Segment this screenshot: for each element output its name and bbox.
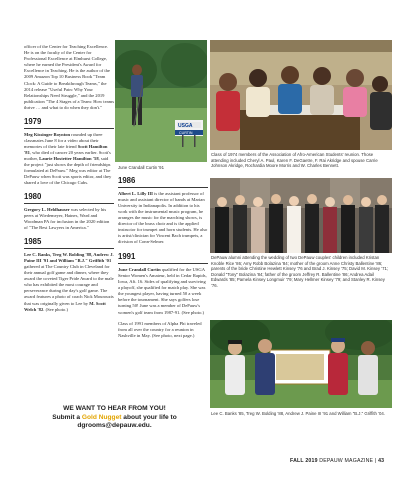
note-1985-text: gathered at The Country Club in Cleveland for their annual golf game and dinner, where they award the coveted Tiger Pride Award to the male who has exhibited the most courage and perseverance during the day's golf game. The award features a photo of coach Nick Mourouzis that was originally given to Lee by bbox=[24, 263, 114, 306]
name-meg-kissinger: Meg Kissinger Boynton bbox=[24, 131, 71, 137]
footer-season: FALL 2019 bbox=[290, 458, 318, 464]
page-number: 43 bbox=[378, 458, 385, 464]
dinner-group-illustration bbox=[210, 40, 392, 150]
reunion-caption: Class of 1974 members of the Association of Afro-American Students' reunion. Those attending included Cheryl A. Paul, Karen F. DeGaetre, F. Rai Akridge and spouse Carrie Johnson Akridge, Rochardia Moore Morris and W. Charles Bennett. bbox=[211, 152, 378, 169]
name-scott-welch: M. Scott Welch '82 bbox=[24, 300, 106, 312]
golf-group-photo bbox=[210, 320, 392, 408]
cta-submit-line bbox=[22, 414, 207, 431]
wedding-group-illustration bbox=[210, 178, 392, 253]
golf-group-illustration bbox=[210, 320, 392, 408]
cta-email-link[interactable]: about your life to dgrooms@depauw.edu. bbox=[77, 413, 177, 430]
note-1980-text: was selected by his peers at Wiedemeyer, Haines, Ward and Woodman PA for inclusion in the 2020 edition of "The Best Lawyers in America." bbox=[24, 206, 110, 231]
name-gregory-heldhauser: Gregory L. Heldhauser bbox=[24, 206, 70, 212]
golf-course-illustration bbox=[115, 40, 207, 162]
name-albert-lilly: Albert L. Lilly III bbox=[118, 190, 153, 196]
intro-paragraph: officer of the Center for Teaching Excellence. He is on the faculty of the Center for Professional Excellence at Elmhurst College, where he earned the President's Award for Excellence in Teaching. He is the author of the 2009 Amazon Top 10 Business Book "Team Clock: A Guide to Breakthrough Teams," the 2014 release "Useful Pain: Why Your Relationships Need Struggle," and the 2019 publication "The 4 Stages of a Team: How teams thrive … and what to do when they don't." bbox=[24, 44, 115, 110]
middle-column bbox=[118, 176, 208, 339]
submit-gold-nugget-callout bbox=[22, 405, 207, 431]
note-1979-text-b: , who died of cancer 20 years earlier. Scott's mother, bbox=[24, 149, 111, 161]
note-1979-text-a: rounded up three classmates June 8 for a video about their memories of their late friend bbox=[24, 131, 103, 149]
note-1979 bbox=[24, 132, 114, 187]
names-golf-group: Lee C. Banks, Treg W. Bolding '88, Andrew J. Paine III '91 and William "B.J." Griffith '01 bbox=[24, 251, 114, 263]
wedding-photo bbox=[210, 178, 392, 253]
reunion-photo-1974 bbox=[210, 40, 392, 150]
name-june-curtin: June Crandall Curtin bbox=[118, 266, 161, 272]
note-1986-text: is the assistant professor of music and assistant director of bands at Marian University in Indianapolis. In addition to his work with the instrumental music program, he arranges the music for the marching shows, is director of the brass choir and is the applied instructor for trumpet and horn students. He also is artist/clinician for Vincent Bach trumpets, a division of Conn-Selmer. bbox=[118, 190, 208, 245]
note-1991-alpha-phi: Class of 1991 members of Alpha Phi traveled from all over the country for a reunion in Nashville in May. (See photo, next page.) bbox=[118, 320, 202, 338]
cta-submit-prefix: Submit a bbox=[52, 413, 82, 421]
footer-separator: | bbox=[373, 458, 379, 464]
golf-photo-caption: June Crandall Curtin '91 bbox=[118, 165, 164, 170]
golf-group-caption: Lee C. Banks '85, Treg W. Bolding '88, Andrew J. Paine III '91 and William "B.J." Griffith '04. bbox=[211, 411, 385, 416]
page-footer bbox=[290, 458, 384, 464]
usga-sign-text: USGA bbox=[178, 123, 193, 129]
note-1991-text: qualified for the USGA Senior Women's Amateur, held in Cedar Rapids, Iowa, Aft. 16. Sides of qualifying and surviving a playoff, she qualified for match play. She was the youngest player, having turned 50 a week before the tournament. She says golfers lose turning 50! June was a member of DePauw's women's golf team from 1987-91. (See photo.) bbox=[118, 266, 207, 315]
name-laurie-hamilton: Laurie Hostetter Hamilton '58 bbox=[39, 155, 99, 161]
note-1979-text-c: , said the project "just shows the depth of friendships formulated at DePauw." Meg was editor at The DePauw when Scott was sports editor, and they shared a love of the Chicago Cubs. bbox=[24, 155, 112, 186]
year-heading-1979: 1979 bbox=[24, 117, 114, 129]
cta-headline: WE WANT TO HEAR FROM YOU! bbox=[63, 405, 166, 412]
left-column bbox=[24, 0, 114, 313]
note-1985-end: . (See photo.) bbox=[43, 306, 69, 312]
footer-magazine: DEPAUW MAGAZINE bbox=[317, 458, 374, 464]
name-scott-hamilton: Scott Hamilton '81 bbox=[24, 143, 108, 155]
note-1980 bbox=[24, 207, 114, 231]
note-1991 bbox=[118, 267, 208, 316]
wedding-caption: DePauw alumni attending the wedding of two DePauw couples' children included Kristan Knoble Rice '86; Amy Robb Bolazina '84; mother of the groom Anne Christy Ballentine '86; parents of the bride Christine Hewlett Kinsey '76 and Brad J. Kinsey '75; David M. Kinsey '71; Donald "Tony" Bolazina '84; father of the groom Jeffrey R. Ballentine '86; Andrea Adail Edwards '85; Pamela Kinsey Longmuir '79; Mary Hellmer Kinsey '79; and Stanley R. Kinsey '76. bbox=[211, 255, 389, 288]
gold-nugget-label: Gold Nugget bbox=[81, 413, 122, 421]
year-heading-1985: 1985 bbox=[24, 237, 114, 249]
usga-sign-subtext: CURTIN bbox=[179, 131, 193, 135]
golf-photo-june-curtin bbox=[115, 40, 207, 162]
year-heading-1991: 1991 bbox=[118, 252, 208, 264]
year-heading-1986: 1986 bbox=[118, 176, 208, 188]
year-heading-1980: 1980 bbox=[24, 192, 114, 204]
note-1986 bbox=[118, 191, 208, 246]
note-1985 bbox=[24, 252, 114, 313]
